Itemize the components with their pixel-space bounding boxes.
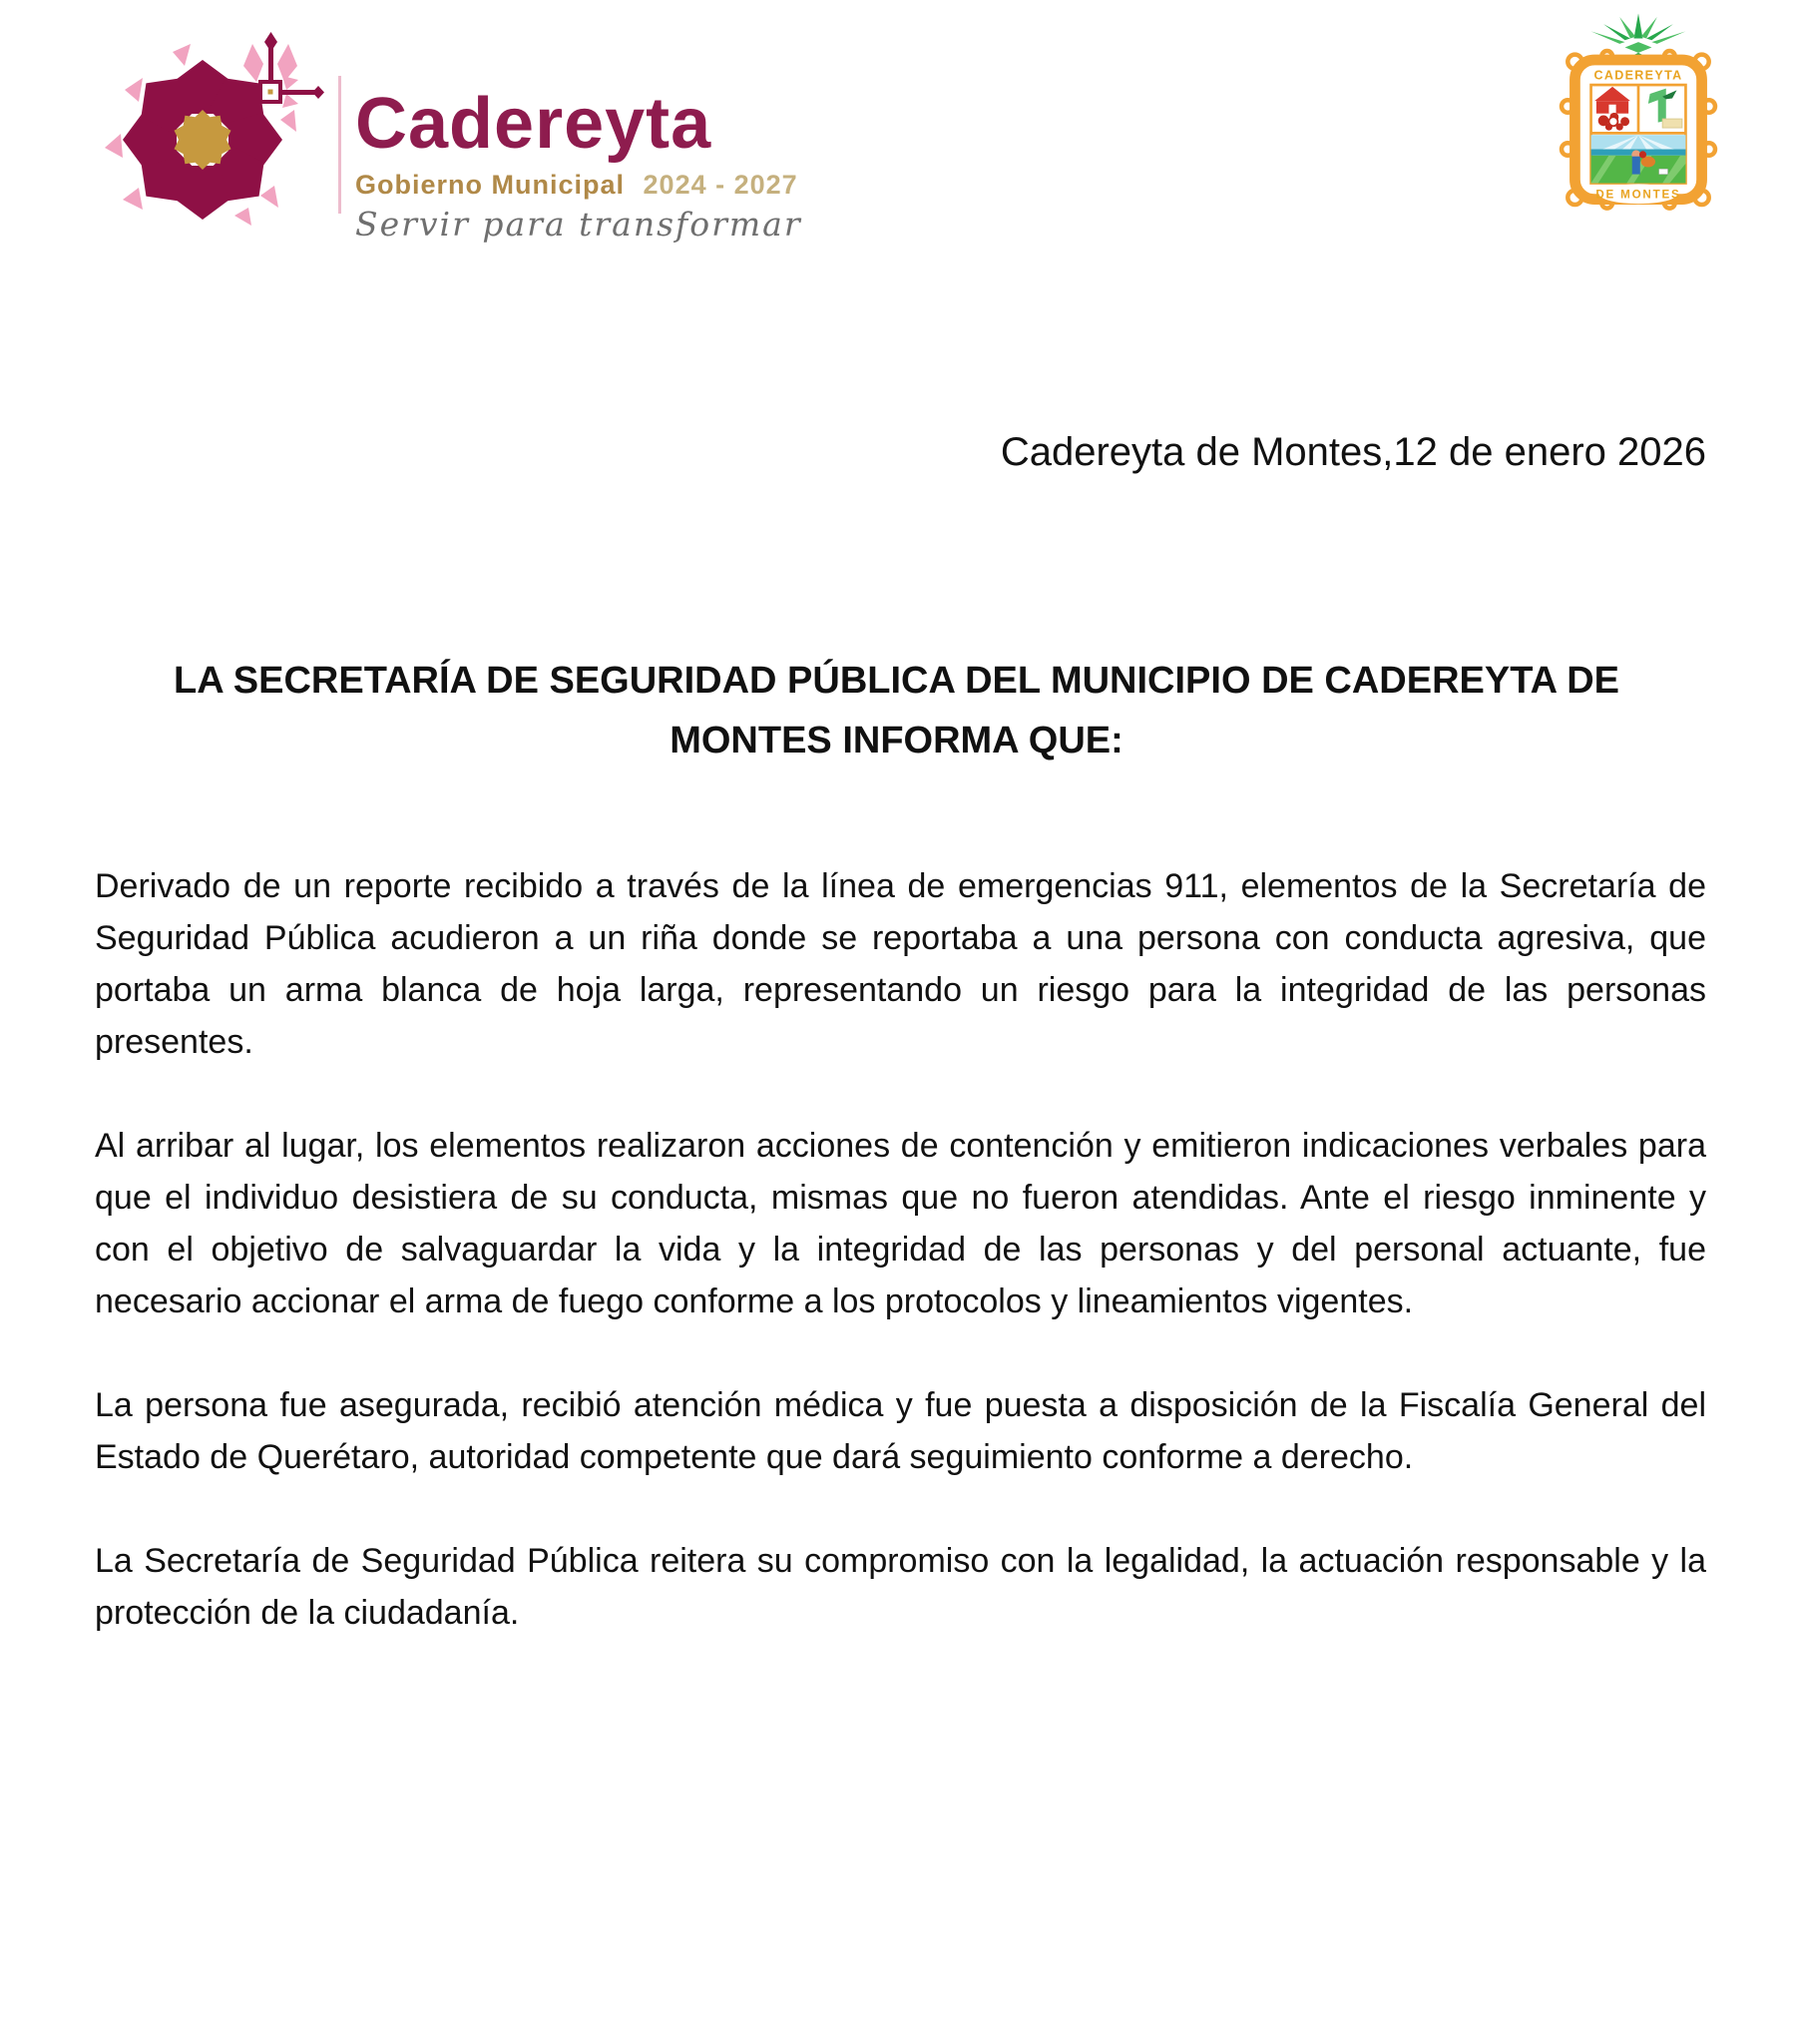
paragraph-4: La Secretaría de Seguridad Pública reitera su compromiso con la legalidad, la actuación responsable y la protección de la ciudadanía. xyxy=(95,1542,1706,1632)
brand-subline xyxy=(355,170,802,201)
paragraph-3: La persona fue asegurada, recibió atención médica y fue puesta a disposición de la Fiscalía General del Estado de Querétaro, autoridad competente que dará seguimiento conforme a derecho. xyxy=(95,1386,1706,1476)
municipal-logo-group xyxy=(85,28,802,244)
brand-slogan: Servir para transformar xyxy=(355,205,802,244)
brand-text-block xyxy=(355,28,802,244)
paragraph-2: Al arribar al lugar, los elementos realizaron acciones de contención y emitieron indicaciones verbales para que el individuo desistiera de su conducta, mismas que no fueron atendidas. Ante el riesgo inminente y con el objetivo de salvaguardar la vida y la integridad de las personas y del personal actuante, fue necesario accionar el arma de fuego conforme a los protocolos y lineamientos vigentes. xyxy=(95,1127,1706,1320)
date-line: Cadereyta de Montes,12 de enero 2026 xyxy=(1000,430,1706,474)
brand-wordmark: Cadereyta xyxy=(355,84,712,164)
brand-period: 2024 - 2027 xyxy=(643,170,798,200)
flower-emblem-icon xyxy=(85,28,334,238)
paragraph-1: Derivado de un reporte recibido a través de la línea de emergencias 911, elementos de la Secretaría de Seguridad Pública acudieron a un riña donde se reportaba a una persona con conducta agresiva, que portaba un arma blanca de hoja larga, representando un riesgo para la integridad de las personas presentes. xyxy=(95,867,1706,1061)
crest-bottom-text: DE MONTES xyxy=(1595,188,1681,202)
brand-subtitle: Gobierno Municipal xyxy=(355,170,626,200)
crest-top-text: CADEREYTA xyxy=(1593,68,1683,83)
coat-of-arms-icon xyxy=(1545,8,1732,223)
document-body xyxy=(95,860,1706,1691)
logo-divider xyxy=(338,76,341,214)
document-heading: LA SECRETARÍA DE SEGURIDAD PÚBLICA DEL MUNICIPIO DE CADEREYTA DE MONTES INFORMA QUE: xyxy=(173,660,1619,762)
